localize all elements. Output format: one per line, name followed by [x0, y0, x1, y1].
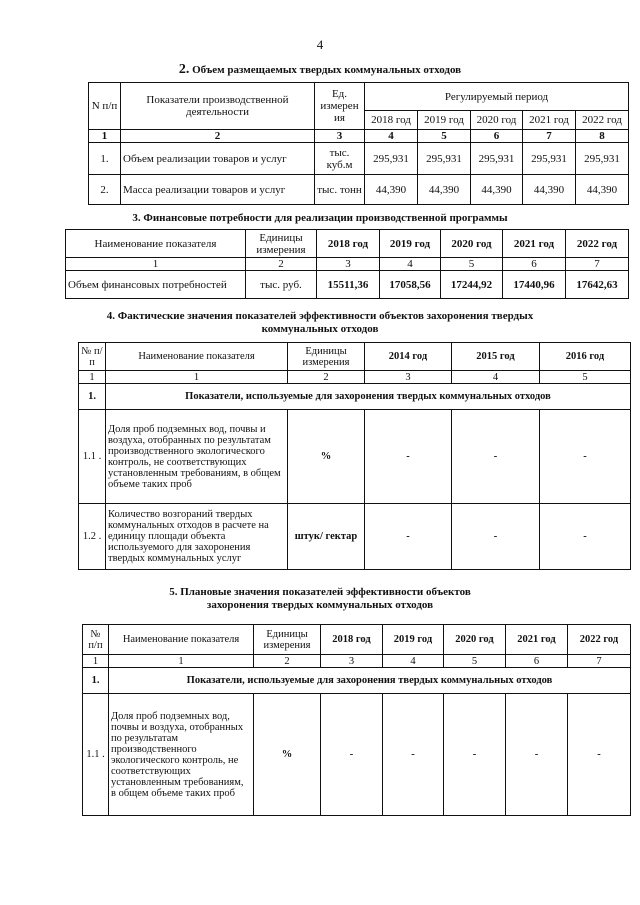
row-value: 17642,63: [566, 271, 629, 299]
row-number: 2.: [89, 175, 121, 205]
col-number: 4: [365, 130, 418, 143]
col-number: 6: [503, 258, 566, 271]
page-number: 4: [316, 37, 324, 52]
table-group-row: [83, 668, 631, 694]
header-year: 2019 год: [380, 230, 441, 258]
row-number: 1.: [89, 143, 121, 175]
row-value: -: [452, 504, 540, 570]
row-value: -: [365, 504, 452, 570]
row-value: 44,390: [365, 175, 418, 205]
header-unit: Единицы измерения: [288, 343, 365, 371]
row-unit: тыс. куб.м: [315, 143, 365, 175]
header-year: 2021 год: [503, 230, 566, 258]
row-value: 44,390: [523, 175, 576, 205]
table-group-row: [79, 384, 631, 410]
header-n: N п/п: [89, 83, 121, 130]
row-unit: тыс. руб.: [246, 271, 317, 299]
header-year: 2020 год: [471, 111, 523, 130]
row-value: 15511,36: [317, 271, 380, 299]
col-number: 6: [506, 655, 568, 668]
header-n: № п/п: [83, 625, 109, 655]
col-number: 2: [246, 258, 317, 271]
header-name: Наименование показателя: [106, 343, 288, 371]
row-value: -: [444, 694, 506, 816]
col-number: 5: [444, 655, 506, 668]
group-title: Показатели, используемые для захоронения твердых коммунальных отходов: [109, 668, 631, 694]
table-row: [89, 143, 629, 175]
section3-title: 3. Финансовые потребности для реализации производственной программы: [132, 212, 508, 224]
header-period: Регулируемый период: [365, 83, 629, 111]
col-number: 1: [109, 655, 254, 668]
row-name: Масса реализации товаров и услуг: [121, 175, 315, 205]
row-unit: штук/ гектар: [288, 504, 365, 570]
row-value: 295,931: [523, 143, 576, 175]
header-year: 2022 год: [576, 111, 629, 130]
col-number: 1: [79, 371, 106, 384]
row-value: -: [540, 504, 631, 570]
row-number: 1.1 .: [79, 410, 106, 504]
row-name: Объем реализации товаров и услуг: [121, 143, 315, 175]
header-year: 2022 год: [566, 230, 629, 258]
col-number: 4: [383, 655, 444, 668]
table-row: [79, 410, 631, 504]
section4-title-line2: коммунальных отходов: [261, 323, 379, 335]
header-year: 2018 год: [321, 625, 383, 655]
row-unit: тыс. тонн: [315, 175, 365, 205]
row-name: Количество возгораний твердых коммунальных отходов в расчете на единицу площади объекта используемого для захоронения твердых коммунальных услуг: [106, 504, 288, 570]
row-unit: %: [254, 694, 321, 816]
row-value: 295,931: [365, 143, 418, 175]
col-number: 3: [315, 130, 365, 143]
row-number: 1.1 .: [83, 694, 109, 816]
header-year: 2019 год: [418, 111, 471, 130]
section4-title-line1: 4. Фактические значения показателей эффективности объектов захоронения твердых: [106, 310, 534, 322]
table-section4: [78, 342, 631, 570]
row-value: -: [540, 410, 631, 504]
header-unit: Единицы измерения: [254, 625, 321, 655]
header-unit: Ед. измерен ия: [315, 83, 365, 130]
col-number: 7: [568, 655, 631, 668]
row-value: 295,931: [418, 143, 471, 175]
col-number: 4: [452, 371, 540, 384]
col-number: 2: [254, 655, 321, 668]
table-row: [83, 694, 631, 816]
col-number: 1: [66, 258, 246, 271]
row-value: -: [506, 694, 568, 816]
col-number: 3: [365, 371, 452, 384]
table-section3: [65, 229, 629, 299]
header-year: 2022 год: [568, 625, 631, 655]
col-number: 1: [89, 130, 121, 143]
col-number: 7: [523, 130, 576, 143]
row-value: -: [568, 694, 631, 816]
header-unit: Единицы измерения: [246, 230, 317, 258]
row-value: 295,931: [471, 143, 523, 175]
row-name: Доля проб подземных вод, почвы и воздуха, отобранных по результатам производственного экологического контроль, не соответствующих установленным требованиям, в общем объеме таких проб: [109, 694, 254, 816]
row-value: -: [365, 410, 452, 504]
col-number: 3: [321, 655, 383, 668]
header-year: 2018 год: [365, 111, 418, 130]
section2-title-text: Объем размещаемых твердых коммунальных отходов: [192, 64, 462, 76]
row-value: 44,390: [418, 175, 471, 205]
col-number: 5: [441, 258, 503, 271]
col-number: 7: [566, 258, 629, 271]
row-value: -: [321, 694, 383, 816]
col-number: 4: [380, 258, 441, 271]
header-year: 2014 год: [365, 343, 452, 371]
header-year: 2021 год: [506, 625, 568, 655]
col-number: 1: [83, 655, 109, 668]
col-number: 1: [106, 371, 288, 384]
section2-title: [0, 63, 640, 77]
row-name: Объем финансовых потребностей: [66, 271, 246, 299]
row-value: 295,931: [576, 143, 629, 175]
header-year: 2016 год: [540, 343, 631, 371]
col-number: 2: [288, 371, 365, 384]
group-number: 1.: [79, 384, 106, 410]
header-year: 2015 год: [452, 343, 540, 371]
row-value: 17440,96: [503, 271, 566, 299]
table-row: [66, 271, 629, 299]
col-number: 5: [540, 371, 631, 384]
table-section2: [88, 82, 629, 205]
col-number: 2: [121, 130, 315, 143]
section4-title: [0, 310, 640, 336]
header-indicator: Показатели производственной деятельности: [121, 83, 315, 130]
group-number: 1.: [83, 668, 109, 694]
table-section5: [82, 624, 631, 816]
header-year: 2018 год: [317, 230, 380, 258]
row-value: 44,390: [576, 175, 629, 205]
table-row: [89, 175, 629, 205]
header-n: № п/п: [79, 343, 106, 371]
header-year: 2021 год: [523, 111, 576, 130]
header-year: 2019 год: [383, 625, 444, 655]
group-title: Показатели, используемые для захоронения твердых коммунальных отходов: [106, 384, 631, 410]
section5-title: [0, 586, 640, 612]
row-value: -: [383, 694, 444, 816]
col-number: 3: [317, 258, 380, 271]
row-value: 44,390: [471, 175, 523, 205]
row-unit: %: [288, 410, 365, 504]
row-number: 1.2 .: [79, 504, 106, 570]
col-number: 5: [418, 130, 471, 143]
header-name: Наименование показателя: [66, 230, 246, 258]
row-value: 17058,56: [380, 271, 441, 299]
header-year: 2020 год: [444, 625, 506, 655]
header-name: Наименование показателя: [109, 625, 254, 655]
row-name: Доля проб подземных вод, почвы и воздуха, отобранных по результатам производственного экологического контроль, не соответствующих установленным требованиям, в общем объеме таких проб: [106, 410, 288, 504]
table-row: [79, 504, 631, 570]
row-value: -: [452, 410, 540, 504]
section2-number: 2.: [178, 62, 190, 77]
row-value: 17244,92: [441, 271, 503, 299]
header-year: 2020 год: [441, 230, 503, 258]
col-number: 6: [471, 130, 523, 143]
section5-title-line1: 5. Плановые значения показателей эффективности объектов: [169, 586, 471, 598]
section5-title-line2: захоронения твердых коммунальных отходов: [206, 599, 434, 611]
col-number: 8: [576, 130, 629, 143]
